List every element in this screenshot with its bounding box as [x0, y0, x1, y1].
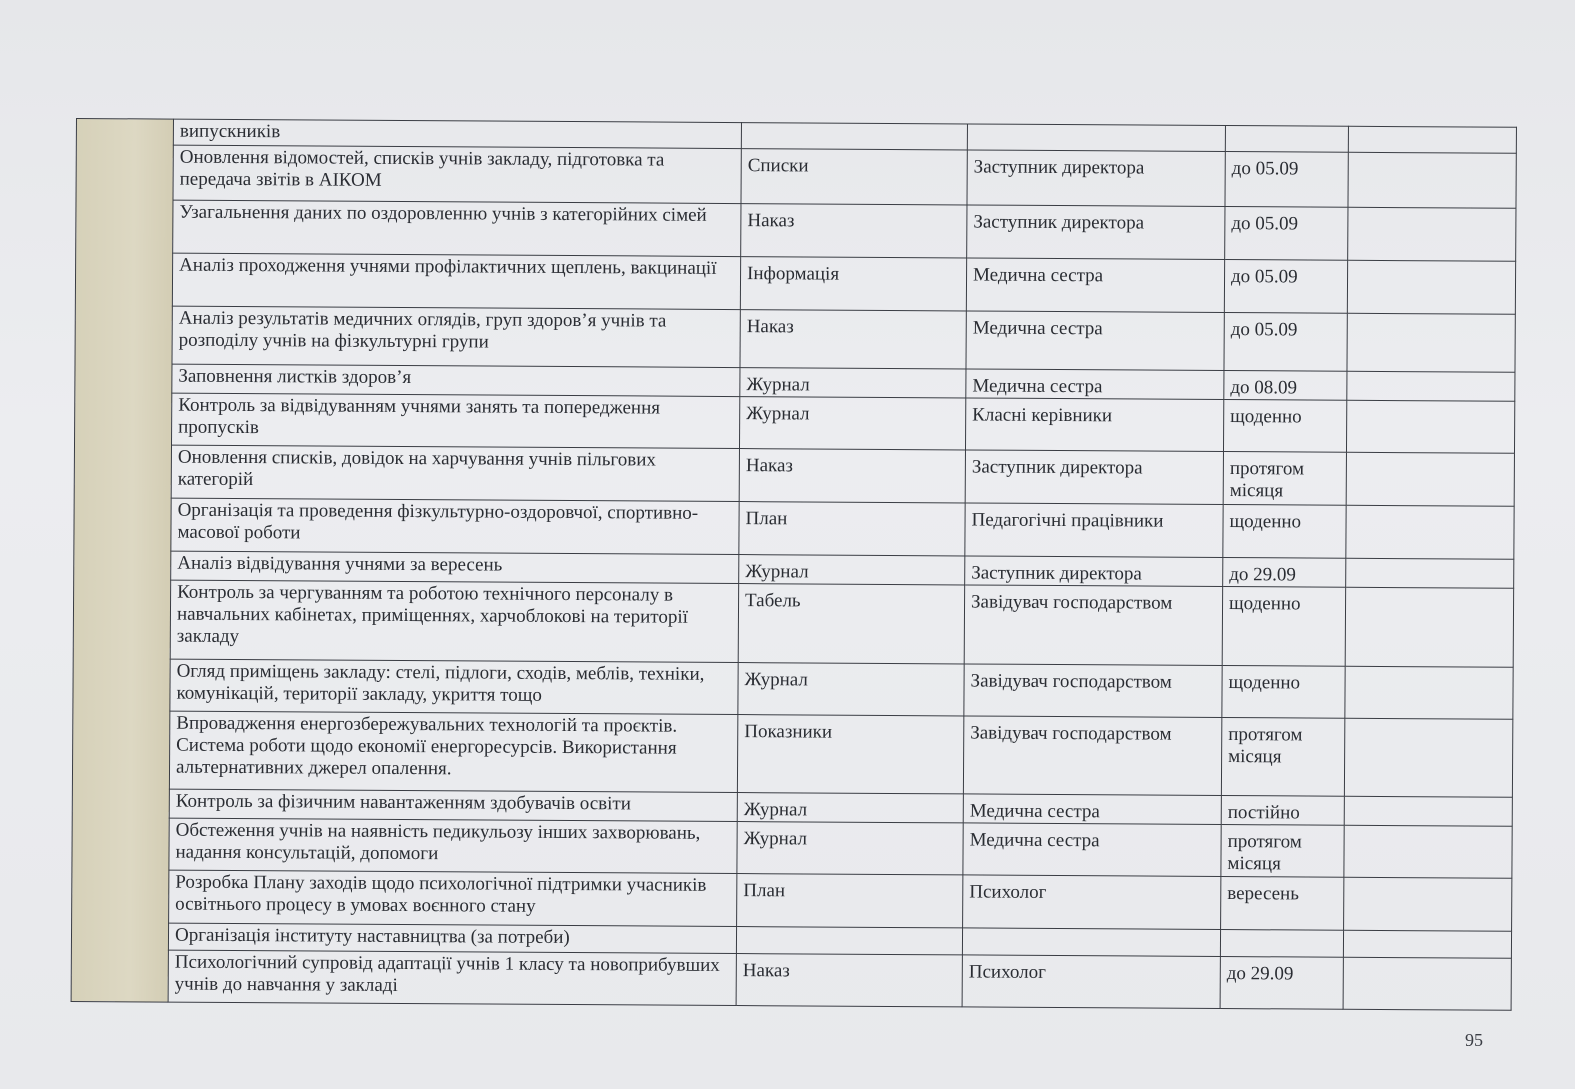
plan-table — [71, 118, 1517, 1011]
document-cell: План — [739, 502, 965, 556]
table-row — [74, 497, 1514, 559]
term-cell: щоденно — [1222, 587, 1345, 667]
note-cell — [1346, 505, 1514, 559]
table-row — [75, 253, 1515, 315]
note-cell — [1344, 796, 1512, 826]
responsible-cell — [962, 928, 1220, 957]
term-cell: до 05.09 — [1225, 152, 1348, 208]
activity-cell: Контроль за фізичним навантаженням здобувачів освіти — [169, 789, 737, 821]
activity-cell: Узагальнення даних по оздоровленню учнів з категорійних сімей — [173, 200, 741, 256]
note-cell — [1345, 666, 1513, 719]
term-cell — [1225, 126, 1348, 153]
document-cell: Журнал — [738, 663, 964, 716]
activity-cell: Організація інституту наставництва (за потреби) — [168, 923, 736, 953]
note-cell — [1348, 207, 1516, 261]
note-cell — [1348, 152, 1516, 208]
note-cell — [1346, 452, 1514, 506]
document-cell: Списки — [741, 149, 967, 205]
responsible-cell: Медична сестра — [963, 823, 1221, 877]
activity-cell: Аналіз проходження учнями профілактичних щеплень, вакцинації — [172, 253, 740, 309]
table-row — [75, 305, 1515, 372]
activity-cell: Контроль за чергуванням та роботою технічного персоналу в навчальних кабінетах, приміщеннях, харчоблокові на території закладу — [170, 580, 738, 662]
term-cell: до 05.09 — [1224, 260, 1347, 314]
note-cell — [1347, 313, 1515, 372]
table-row — [76, 200, 1516, 262]
document-cell: Наказ — [740, 310, 966, 369]
responsible-cell: Заступник директора — [965, 450, 1223, 505]
activity-cell: Огляд приміщень закладу: стелі, підлоги, сходів, меблів, техніки, комунікацій, території закладу, укриття тощо — [170, 659, 738, 714]
document-cell: Журнал — [739, 555, 965, 585]
responsible-cell — [967, 124, 1225, 152]
table-row — [72, 869, 1512, 931]
activity-cell: Впровадження енергозбережувальних технологій та проєктів. Система роботи щодо економії енергоресурсів. Використання альтернативних джерел опалення. — [169, 711, 737, 792]
term-cell: щоденно — [1222, 666, 1345, 719]
note-cell — [1344, 825, 1512, 878]
activity-cell: Організація та проведення фізкультурно-оздоровчої, спортивно-масової роботи — [171, 498, 739, 554]
note-cell — [1347, 260, 1515, 314]
activity-cell: Розробка Плану заходів щодо психологічної підтримки учасників освітнього процесу в умовах воєнного стану — [169, 870, 737, 926]
plan-table-sheet — [71, 118, 1516, 1007]
activity-cell: випускників — [173, 119, 741, 148]
term-cell: щоденно — [1223, 400, 1346, 453]
note-cell — [1347, 371, 1515, 401]
table-row — [71, 949, 1511, 1010]
term-cell: постійно — [1221, 796, 1344, 826]
activity-cell: Оновлення списків, довідок на харчування учнів пільгових категорій — [171, 445, 739, 501]
page-number: 95 — [1465, 1030, 1483, 1050]
responsible-cell: Завідувач господарством — [964, 585, 1222, 666]
term-cell: до 29.09 — [1220, 957, 1343, 1010]
term-cell: вересень — [1221, 877, 1344, 931]
document-cell: Показники — [737, 715, 963, 794]
term-cell: до 29.09 — [1223, 558, 1346, 588]
responsible-cell: Завідувач господарством — [963, 716, 1221, 796]
table-body — [71, 119, 1516, 1011]
note-cell — [1346, 558, 1514, 588]
responsible-cell: Заступник директора — [967, 150, 1225, 207]
responsible-cell: Заступник директора — [967, 205, 1225, 260]
activity-cell: Психологічний супровід адаптації учнів 1 класу та новоприбувших учнів до навчання у закладі — [168, 950, 736, 1005]
term-cell: протягом місяця — [1221, 718, 1344, 797]
document-cell: Журнал — [737, 793, 963, 823]
responsible-cell: Класні керівники — [965, 398, 1223, 452]
responsible-cell: Медична сестра — [963, 794, 1221, 825]
activity-cell: Заповнення листків здоров’я — [172, 364, 740, 396]
note-cell — [1346, 400, 1514, 453]
responsible-cell: Медична сестра — [966, 258, 1224, 313]
document-cell — [741, 123, 967, 150]
section-side-column — [71, 119, 173, 1003]
term-cell: до 05.09 — [1225, 207, 1348, 261]
document-cell: План — [737, 874, 963, 928]
table-row — [73, 658, 1513, 719]
responsible-cell: Медична сестра — [966, 369, 1224, 400]
document-cell: Наказ — [736, 954, 962, 1007]
activity-cell: Аналіз відвідування учнями за вересень — [171, 551, 739, 583]
table-row — [73, 579, 1513, 667]
term-cell: протягом місяця — [1223, 452, 1346, 506]
document-cell: Журнал — [737, 822, 963, 875]
term-cell — [1220, 930, 1343, 958]
note-cell — [1343, 957, 1511, 1010]
term-cell: до 08.09 — [1224, 371, 1347, 401]
responsible-cell: Медична сестра — [966, 311, 1224, 371]
activity-cell: Обстеження учнів на наявність педикульозу інших захворювань, надання консультацій, допомоги — [169, 818, 737, 873]
term-cell: щоденно — [1223, 505, 1346, 559]
table-row — [74, 444, 1514, 506]
document-cell: Наказ — [739, 449, 965, 503]
activity-cell: Контроль за відвідуванням учнями занять та попередження пропусків — [172, 393, 740, 448]
note-cell — [1344, 718, 1512, 797]
responsible-cell: Педагогічні працівники — [965, 503, 1223, 558]
table-row — [75, 392, 1515, 453]
document-cell: Табель — [738, 584, 964, 664]
document-cell — [736, 927, 962, 955]
document-cell: Журнал — [739, 397, 965, 450]
responsible-cell: Психолог — [962, 955, 1220, 1009]
document-cell: Журнал — [740, 368, 966, 398]
term-cell: протягом місяця — [1221, 825, 1344, 878]
note-cell — [1344, 877, 1512, 931]
term-cell: до 05.09 — [1224, 313, 1347, 372]
responsible-cell: Заступник директора — [965, 556, 1223, 587]
document-cell: Інформація — [740, 257, 966, 311]
note-cell — [1343, 930, 1511, 958]
table-row — [76, 145, 1516, 209]
table-row — [72, 817, 1512, 878]
responsible-cell: Завідувач господарством — [964, 664, 1222, 718]
responsible-cell: Психолог — [963, 875, 1221, 930]
table-row — [72, 710, 1512, 797]
document-cell: Наказ — [741, 204, 967, 258]
note-cell — [1345, 587, 1513, 667]
activity-cell: Оновлення відомостей, списків учнів закладу, підготовка та передача звітів в АІКОМ — [173, 145, 741, 203]
note-cell — [1348, 126, 1516, 153]
activity-cell: Аналіз результатів медичних оглядів, груп здоров’я учнів та розподілу учнів на фізкультурні групи — [172, 306, 740, 367]
